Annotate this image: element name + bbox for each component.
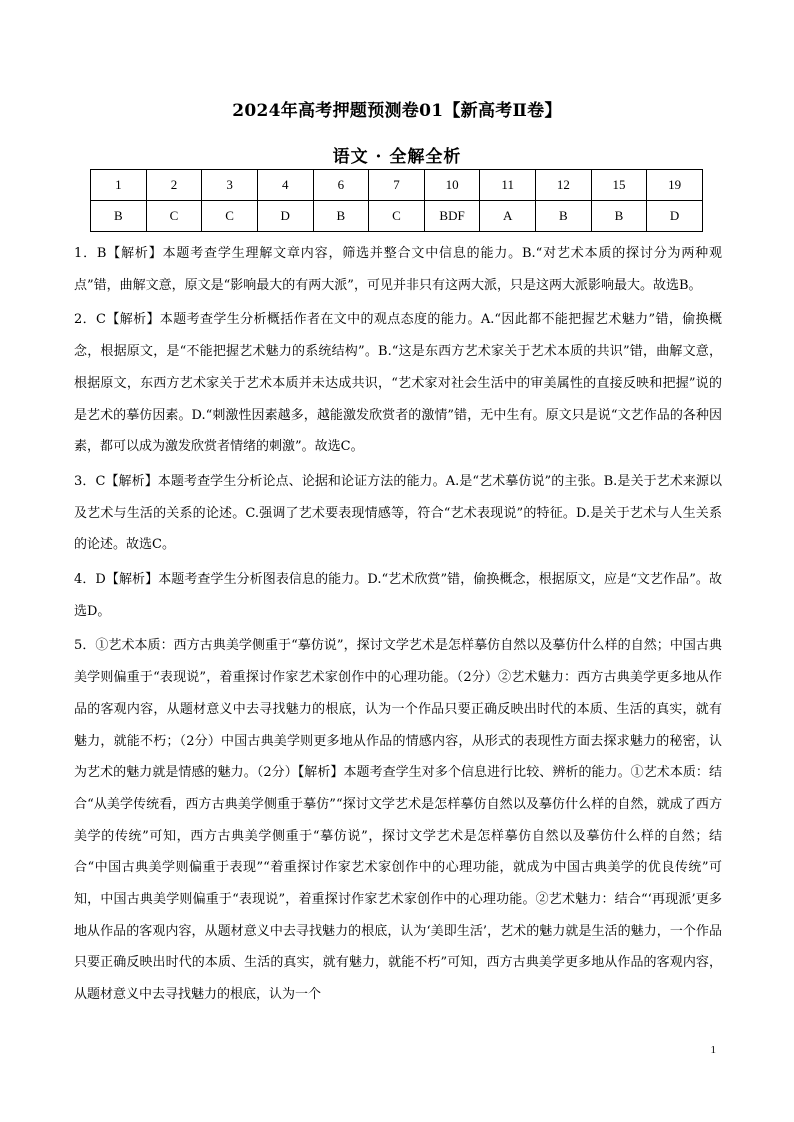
explanation-q5: 5．①艺术本质：西方古典美学侧重于“摹仿说”，探讨文学艺术是怎样摹仿自然以及摹仿什么样的自然；中国古典美学则偏重于“表现说”，着重探讨作家艺术家创作中的心理功能。（2分）②艺术魅力：西方古典美学更多地从作品的客观内容，从题材意义中去寻找魅力的根底，认为一个作品只要正确反映出时代的本质、生活的真实，就有魅力，就能不朽；（2分）中国古典美学则更多地从作品的情感内容，从形式的表现性方面去探求魅力的秘密，认为艺术的魅力就是情感的魅力。（2分）【解析】本题考查学生对多个信息进行比较、辨析的能力。①艺术本质：结合“从美学传统看，西方古典美学侧重于摹仿”“探讨文学艺术是怎样摹仿自然以及摹仿什么样的自然，就成了西方美学的传统”可知，西方古典美学侧重于“摹仿说”，探讨文学艺术是怎样摹仿自然以及摹仿什么样的自然；结合“中国古典美学则偏重于表现”“着重探讨作家艺术家创作中的心理功能，就成为中国古典美学的优良传统”可知，中国古典美学则偏重于“表现说”，着重探讨作家艺术家创作中的心理功能。②艺术魅力：结合“‘再现派’更多地从作品的客观内容，从题材意义中去寻找魅力的根底，认为‘美即生活’，艺术的魅力就是生活的魅力，一个作品只要正确反映出时代的本质、生活的真实，就有魅力，就能不朽”可知，西方古典美学更多地从作品的客观内容，从题材意义中去寻找魅力的根底，认为一个 xyxy=(74,638,722,1003)
page-subtitle: 语文 · 全解全析 xyxy=(332,147,462,167)
question-number-cell: 12 xyxy=(536,170,592,201)
answer-table xyxy=(90,169,703,232)
question-number-cell: 2 xyxy=(146,170,202,201)
page-title: 2024年高考押题预测卷01【新高考Ⅱ卷】 xyxy=(232,101,562,121)
answer-cell: B xyxy=(313,201,369,232)
answer-cell: B xyxy=(591,201,647,232)
explanation-q2: 2．C【解析】本题考查学生分析概括作者在文中的观点态度的能力。A.“因此都不能把握艺术魅力”错，偷换概念，根据原文，是“不能把握艺术魅力的系统结构”。B.“这是东西方艺术家关于艺术本质的共识”错，曲解文意，根据原文，东西方艺术家关于艺术本质并未达成共识，“艺术家对社会生活中的审美属性的直接反映和把握”说的是艺术的摹仿因素。D.“刺激性因素越多，越能激发欣赏者的激情”错，无中生有。原文只是说“文艺作品的各种因素，都可以成为激发欣赏者情绪的刺激”。故选C。 xyxy=(74,312,722,455)
question-number-cell: 11 xyxy=(480,170,536,201)
answer-cell: A xyxy=(480,201,536,232)
answer-cell: B xyxy=(536,201,592,232)
answer-cell: D xyxy=(257,201,313,232)
answer-cell: C xyxy=(202,201,258,232)
question-number-cell: 15 xyxy=(591,170,647,201)
answer-cell: C xyxy=(369,201,425,232)
explanation-body xyxy=(74,238,722,1014)
question-number-cell: 1 xyxy=(91,170,147,201)
answer-table-number-row xyxy=(91,170,703,201)
explanation-q3: 3．C【解析】本题考查学生分析论点、论据和论证方法的能力。A.是“艺术摹仿说”的主张。B.是关于艺术来源以及艺术与生活的关系的论述。C.强调了艺术要表现情感等，符合“艺术表现说”的特征。D.是关于艺术与人生关系的论述。故选C。 xyxy=(74,473,722,553)
answer-table-answer-row xyxy=(91,201,703,232)
question-number-cell: 10 xyxy=(424,170,480,201)
answer-cell: BDF xyxy=(424,201,480,232)
question-number-cell: 19 xyxy=(647,170,703,201)
answer-cell: D xyxy=(647,201,703,232)
question-number-cell: 4 xyxy=(257,170,313,201)
answer-cell: B xyxy=(91,201,147,232)
explanation-q1: 1．B【解析】本题考查学生理解文章内容，筛选并整合文中信息的能力。B.“对艺术本质的探讨分为两种观点”错，曲解文意，原文是“影响最大的有两大派”，可见并非只有这两大派，只是这两大派影响最大。故选B。 xyxy=(74,246,722,293)
page-number: 1 xyxy=(710,1044,716,1056)
question-number-cell: 6 xyxy=(313,170,369,201)
answer-cell: C xyxy=(146,201,202,232)
question-number-cell: 7 xyxy=(369,170,425,201)
explanation-q4: 4．D【解析】本题考查学生分析图表信息的能力。D.“艺术欣赏”错，偷换概念，根据原文，应是“文艺作品”。故选D。 xyxy=(74,572,722,619)
question-number-cell: 3 xyxy=(202,170,258,201)
